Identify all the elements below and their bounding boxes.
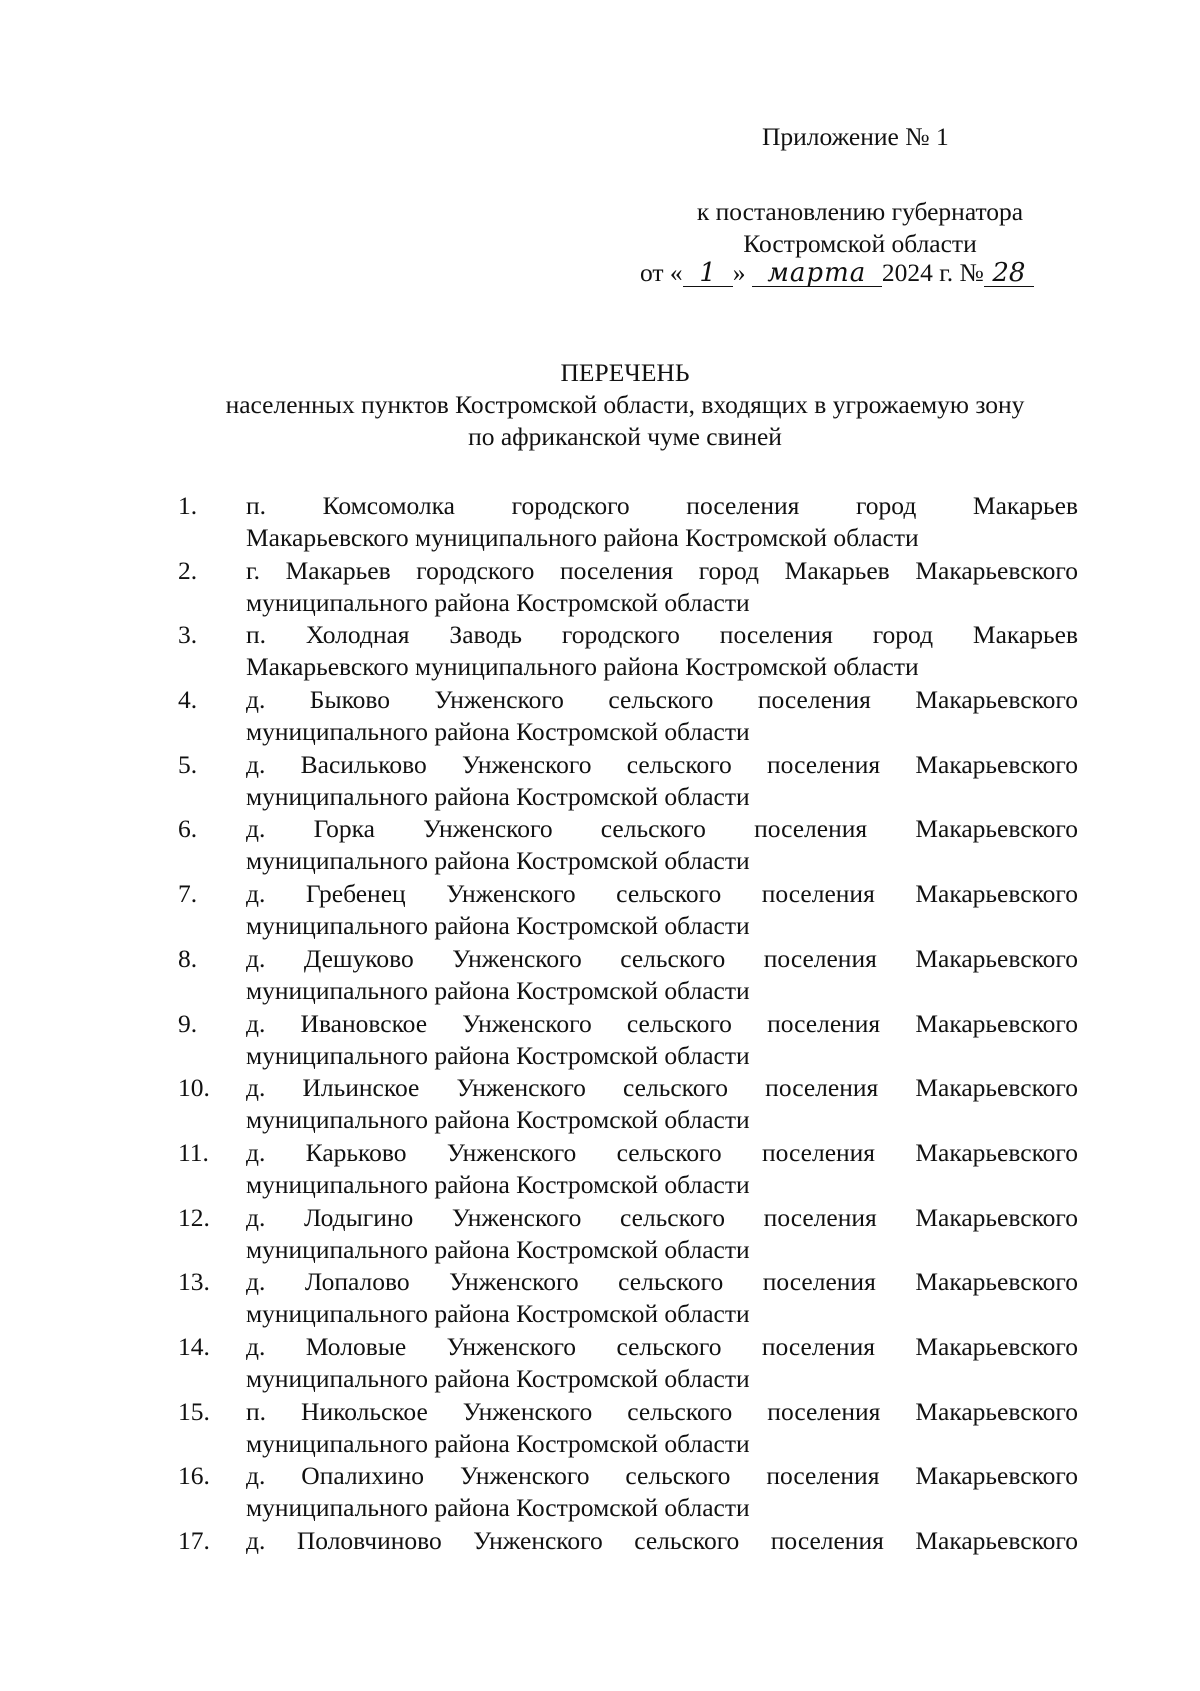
list-item-number: 1. — [178, 491, 198, 520]
list-item-line-2: муниципального района Костромской области — [246, 911, 750, 941]
decree-reference — [640, 196, 1080, 260]
list-item-text — [246, 555, 1078, 619]
list-item-text — [246, 1008, 1078, 1072]
list-item-line-1: д. Лодыгино Унженского сельского поселения Макарьевского — [246, 1202, 1078, 1232]
list-item-number: 2. — [178, 555, 198, 585]
list-item — [178, 1396, 1078, 1461]
list-item-text — [246, 749, 1078, 813]
list-item — [178, 619, 1078, 684]
list-item-number: 9. — [178, 1008, 198, 1038]
list-item-line-1: п. Никольское Унженского сельского поселения Макарьевского — [246, 1396, 1078, 1426]
list-item-text — [246, 1202, 1078, 1266]
decree-date-line — [640, 258, 1034, 288]
list-item-line-2: муниципального района Костромской области — [246, 1105, 750, 1135]
list-item-line-1: д. Опалихино Унженского сельского поселения Макарьевского — [246, 1461, 1078, 1491]
date-mid: » — [732, 258, 746, 287]
list-item-number: 14. — [178, 1331, 210, 1361]
list-item-number: 10. — [178, 1073, 210, 1103]
list-item-line-2: Макарьевского муниципального района Костромской области — [246, 652, 919, 682]
list-item — [178, 490, 1078, 555]
list-item-text — [246, 1460, 1078, 1524]
document-title — [150, 357, 1100, 453]
list-item-line-2: муниципального района Костромской области — [246, 1493, 750, 1523]
list-item-line-2: муниципального района Костромской области — [246, 1363, 750, 1393]
list-item-text — [246, 619, 1078, 683]
title-line-2: населенных пунктов Костромской области, входящих в угрожаемую зону — [225, 390, 1025, 419]
title-line-3: по африканской чуме свиней — [468, 422, 782, 451]
decree-line-1: к постановлению губернатора — [696, 197, 1024, 226]
list-item-number: 8. — [178, 943, 198, 973]
list-item-number: 6. — [178, 814, 198, 844]
list-item-line-1: п. Комсомолка городского поселения город Макарьев — [246, 491, 1078, 520]
list-item-text — [246, 943, 1078, 1007]
list-item-line-1: д. Быково Унженского сельского поселения Макарьевского — [246, 685, 1078, 715]
list-item-number: 4. — [178, 685, 198, 715]
list-item-line-1: г. Макарьев городского поселения город Макарьев Макарьевского — [246, 555, 1078, 585]
date-year: 2024 г. № — [881, 258, 984, 287]
list-item-line-1: д. Половчиново Унженского сельского поселения Макарьевского — [246, 1526, 1078, 1555]
list-item — [178, 1008, 1078, 1073]
list-item-text — [246, 813, 1078, 877]
list-item-number: 12. — [178, 1202, 210, 1232]
list-item — [178, 1202, 1078, 1267]
list-item — [178, 878, 1078, 943]
list-item-line-1: д. Горка Унженского сельского поселения Макарьевского — [246, 814, 1078, 844]
list-item-number: 16. — [178, 1461, 210, 1491]
list-item-text — [246, 878, 1078, 942]
list-item-line-2: муниципального района Костромской области — [246, 1234, 750, 1264]
list-item-number: 7. — [178, 879, 198, 909]
list-item — [178, 1525, 1078, 1590]
settlement-list — [178, 490, 1078, 1590]
decree-line-2: Костромской области — [743, 229, 977, 258]
list-item-number: 11. — [178, 1137, 209, 1167]
list-item — [178, 555, 1078, 620]
list-item — [178, 813, 1078, 878]
list-item-line-2: муниципального района Костромской области — [246, 846, 750, 876]
list-item — [178, 1137, 1078, 1202]
handwritten-month: марта — [752, 260, 882, 287]
list-item-line-2: муниципального района Костромской области — [246, 587, 750, 617]
list-item-number: 3. — [178, 620, 198, 650]
appendix-title: Приложение № 1 — [762, 122, 949, 151]
list-item-line-1: п. Холодная Заводь городского поселения город Макарьев — [246, 620, 1078, 650]
list-item-line-1: д. Карьково Унженского сельского поселения Макарьевского — [246, 1137, 1078, 1167]
list-item-text — [246, 1072, 1078, 1136]
list-item-text — [246, 1525, 1078, 1557]
list-item-line-2: муниципального района Костромской области — [246, 1428, 750, 1458]
list-item-text — [246, 1137, 1078, 1201]
list-item-line-1: д. Васильково Унженского сельского поселения Макарьевского — [246, 749, 1078, 779]
list-item-text — [246, 1396, 1078, 1460]
list-item-line-1: д. Лопалово Унженского сельского поселения Макарьевского — [246, 1267, 1078, 1297]
list-item-line-2: муниципального района Костромской области — [246, 1040, 750, 1070]
list-item-line-1: д. Моловые Унженского сельского поселения Макарьевского — [246, 1331, 1078, 1361]
list-item-number: 13. — [178, 1267, 210, 1297]
list-item-line-2: муниципального района Костромской области — [246, 1299, 750, 1329]
list-item-line-2: муниципального района Костромской области — [246, 781, 750, 811]
list-item-line-2: муниципального района Костромской области — [246, 717, 750, 747]
list-item-text — [246, 1266, 1078, 1330]
list-item — [178, 684, 1078, 749]
list-item-text — [246, 1331, 1078, 1395]
list-item-line-1: д. Ивановское Унженского сельского поселения Макарьевского — [246, 1008, 1078, 1038]
handwritten-day: 1 — [683, 260, 733, 287]
list-item — [178, 1331, 1078, 1396]
title-main: ПЕРЕЧЕНЬ — [560, 358, 690, 387]
list-item-line-2: муниципального района Костромской области — [246, 975, 750, 1005]
list-item — [178, 943, 1078, 1008]
handwritten-decree-number: 28 — [984, 260, 1034, 287]
list-item — [178, 1072, 1078, 1137]
list-item-line-2: муниципального района Костромской области — [246, 1169, 750, 1199]
list-item-line-1: д. Дешуково Унженского сельского поселения Макарьевского — [246, 943, 1078, 973]
list-item-number: 17. — [178, 1526, 210, 1555]
list-item-number: 5. — [178, 749, 198, 779]
list-item-line-1: д. Ильинское Унженского сельского поселения Макарьевского — [246, 1073, 1078, 1103]
list-item — [178, 749, 1078, 814]
date-prefix: от « — [640, 258, 683, 287]
list-item-line-2: Макарьевского муниципального района Костромской области — [246, 523, 919, 552]
list-item-number: 15. — [178, 1396, 210, 1426]
list-item-text — [246, 684, 1078, 748]
list-item — [178, 1266, 1078, 1331]
list-item-line-1: д. Гребенец Унженского сельского поселения Макарьевского — [246, 879, 1078, 909]
list-item — [178, 1460, 1078, 1525]
list-item-text — [246, 490, 1078, 554]
